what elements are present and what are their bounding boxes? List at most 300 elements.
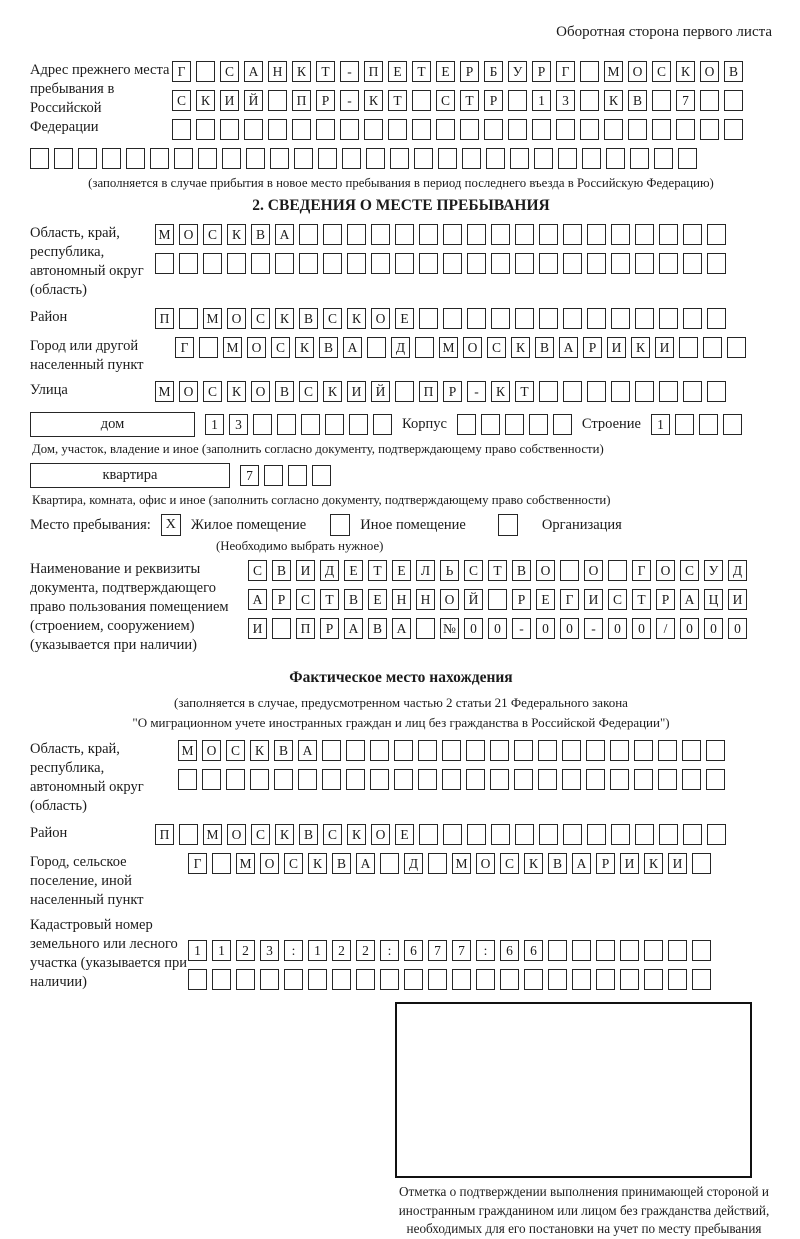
char-cell (323, 253, 342, 274)
char-cell (253, 414, 272, 435)
char-cell: А (392, 618, 411, 639)
char-cell: Б (484, 61, 503, 82)
char-cell: С (680, 560, 699, 581)
char-cell: И (347, 381, 366, 402)
char-cell (562, 740, 581, 761)
char-cell (700, 90, 719, 111)
char-cell (277, 414, 296, 435)
checkbox-organizatsiya[interactable] (498, 514, 518, 536)
char-cell (155, 253, 174, 274)
kadastr-row-2[interactable] (188, 969, 711, 990)
char-cell (467, 308, 486, 329)
char-cell (508, 119, 527, 140)
char-cell: С (271, 337, 290, 358)
fact-oblast-row-1[interactable] (178, 740, 725, 761)
doc-rows (248, 560, 747, 639)
char-cell: - (340, 90, 359, 111)
char-cell (586, 769, 605, 790)
char-cell: 1 (212, 940, 231, 961)
char-cell: 7 (240, 465, 259, 486)
char-cell: Й (464, 589, 483, 610)
mesto-block (30, 514, 772, 536)
char-cell (723, 414, 742, 435)
char-cell (515, 824, 534, 845)
char-cell: О (440, 589, 459, 610)
char-cell: М (223, 337, 242, 358)
char-cell: Н (268, 61, 287, 82)
char-cell: О (536, 560, 555, 581)
char-cell: О (227, 308, 246, 329)
prev-address-row-2[interactable] (172, 90, 743, 111)
char-cell (380, 969, 399, 990)
char-cell: П (155, 824, 174, 845)
char-cell (419, 253, 438, 274)
fact-rayon-row[interactable] (155, 824, 726, 845)
char-cell (654, 148, 673, 169)
char-cell: - (340, 61, 359, 82)
char-cell: А (344, 618, 363, 639)
confirmation-mark-box (395, 1002, 752, 1178)
char-cell: Р (512, 589, 531, 610)
char-cell: Н (416, 589, 435, 610)
char-cell (179, 308, 198, 329)
char-cell: С (500, 853, 519, 874)
char-cell: К (292, 61, 311, 82)
rayon-label: Район (30, 309, 68, 325)
char-cell: О (251, 381, 270, 402)
char-cell: К (604, 90, 623, 111)
char-cell (196, 119, 215, 140)
char-cell (659, 224, 678, 245)
fact-gorod-row[interactable] (188, 853, 711, 874)
char-cell (150, 148, 169, 169)
char-cell: С (464, 560, 483, 581)
char-cell: Т (316, 61, 335, 82)
char-cell: Е (392, 560, 411, 581)
char-cell: С (248, 560, 267, 581)
char-cell (692, 853, 711, 874)
char-cell: А (572, 853, 591, 874)
ulitsa-row[interactable] (155, 381, 726, 402)
char-cell (364, 119, 383, 140)
char-cell: В (299, 308, 318, 329)
char-cell: Г (556, 61, 575, 82)
char-cell (706, 740, 725, 761)
char-cell (488, 589, 507, 610)
char-cell (610, 740, 629, 761)
char-cell (596, 940, 615, 961)
char-cell: 0 (680, 618, 699, 639)
char-cell (412, 119, 431, 140)
char-cell: Г (188, 853, 207, 874)
char-cell (299, 253, 318, 274)
char-cell (294, 148, 313, 169)
char-cell: В (628, 90, 647, 111)
ulitsa-label: Улица (30, 382, 68, 398)
char-cell: О (476, 853, 495, 874)
char-cell: П (155, 308, 174, 329)
char-cell (481, 414, 500, 435)
char-cell (467, 824, 486, 845)
char-cell (416, 618, 435, 639)
char-cell: С (203, 224, 222, 245)
char-cell: 2 (356, 940, 375, 961)
char-cell: : (284, 940, 303, 961)
char-cell: - (512, 618, 531, 639)
char-cell (394, 740, 413, 761)
char-cell (634, 740, 653, 761)
char-cell (658, 769, 677, 790)
char-cell (587, 381, 606, 402)
char-cell: С (203, 381, 222, 402)
char-cell: О (247, 337, 266, 358)
char-cell: Р (316, 90, 335, 111)
char-cell: А (275, 224, 294, 245)
char-cell: Г (172, 61, 191, 82)
char-cell: В (724, 61, 743, 82)
char-cell (298, 769, 317, 790)
char-cell: О (260, 853, 279, 874)
char-cell: Т (320, 589, 339, 610)
char-cell: И (296, 560, 315, 581)
char-cell (316, 119, 335, 140)
char-cell: 0 (536, 618, 555, 639)
doc-row-2[interactable] (248, 589, 747, 610)
char-cell (683, 308, 702, 329)
char-cell (54, 148, 73, 169)
char-cell (436, 119, 455, 140)
char-cell (443, 308, 462, 329)
kvartira-type-box[interactable]: квартира (30, 463, 230, 488)
char-cell (548, 969, 567, 990)
char-cell (678, 148, 697, 169)
checkbox-zhiloe[interactable]: X (161, 514, 181, 536)
char-cell (692, 940, 711, 961)
char-cell (562, 769, 581, 790)
prev-address-row-4[interactable] (30, 148, 772, 169)
mesto-hint: (Необходимо выбрать нужное) (216, 539, 384, 553)
char-cell (675, 414, 694, 435)
char-cell (415, 337, 434, 358)
char-cell (582, 148, 601, 169)
char-cell: Д (728, 560, 747, 581)
char-cell (270, 148, 289, 169)
char-cell: Ь (440, 560, 459, 581)
char-cell (548, 940, 567, 961)
char-cell (491, 308, 510, 329)
gorod-block (30, 337, 772, 375)
char-cell: Д (320, 560, 339, 581)
char-cell: В (548, 853, 567, 874)
doc-row-3[interactable] (248, 618, 747, 639)
char-cell (682, 769, 701, 790)
char-cell: А (248, 589, 267, 610)
fact-oblast-row-2[interactable] (178, 769, 725, 790)
char-cell: И (220, 90, 239, 111)
char-cell (390, 148, 409, 169)
char-cell (587, 253, 606, 274)
char-cell: Т (368, 560, 387, 581)
char-cell: Е (388, 61, 407, 82)
kvartira-caption: Квартира, комната, офис и иное (заполнить согласно документу, подтверждающему право собственности) (32, 493, 611, 507)
char-cell (322, 740, 341, 761)
char-cell (412, 90, 431, 111)
char-cell (596, 969, 615, 990)
char-cell (707, 224, 726, 245)
char-cell: 2 (236, 940, 255, 961)
char-cell (707, 381, 726, 402)
char-cell: Е (344, 560, 363, 581)
char-cell: О (700, 61, 719, 82)
char-cell: М (452, 853, 471, 874)
char-cell: Т (412, 61, 431, 82)
char-cell: Т (515, 381, 534, 402)
korpus-row[interactable] (457, 414, 572, 435)
char-cell: В (272, 560, 291, 581)
char-cell (222, 148, 241, 169)
char-cell: С (251, 824, 270, 845)
char-cell: : (380, 940, 399, 961)
mesto-label: Место пребывания: (30, 516, 151, 533)
doc-row-1[interactable] (248, 560, 747, 581)
char-cell: В (368, 618, 387, 639)
char-cell: / (656, 618, 675, 639)
char-cell (572, 940, 591, 961)
prev-address-row-1[interactable] (172, 61, 743, 82)
char-cell: Р (320, 618, 339, 639)
char-cell: 7 (428, 940, 447, 961)
char-cell (126, 148, 145, 169)
char-cell (539, 824, 558, 845)
char-cell: В (535, 337, 554, 358)
char-cell: О (371, 308, 390, 329)
stroenie-row[interactable] (651, 414, 742, 435)
char-cell (308, 969, 327, 990)
char-cell: С (487, 337, 506, 358)
char-cell (587, 824, 606, 845)
char-cell (491, 253, 510, 274)
char-cell (443, 824, 462, 845)
char-cell (332, 969, 351, 990)
dom-type-box[interactable]: дом (30, 412, 195, 437)
char-cell: В (275, 381, 294, 402)
char-cell (347, 224, 366, 245)
char-cell (366, 148, 385, 169)
char-cell (539, 253, 558, 274)
char-cell (679, 337, 698, 358)
char-cell: - (584, 618, 603, 639)
char-cell: Р (460, 61, 479, 82)
char-cell: С (323, 308, 342, 329)
char-cell (539, 381, 558, 402)
oblast-rows (155, 224, 726, 274)
char-cell (236, 969, 255, 990)
char-cell (707, 308, 726, 329)
char-cell: Д (404, 853, 423, 874)
char-cell (515, 308, 534, 329)
char-cell: К (631, 337, 650, 358)
char-cell: К (511, 337, 530, 358)
char-cell (580, 119, 599, 140)
char-cell: О (656, 560, 675, 581)
fact-oblast-block (30, 740, 772, 816)
char-cell (659, 824, 678, 845)
checkbox-inoe[interactable] (330, 514, 350, 536)
char-cell (580, 61, 599, 82)
char-cell (635, 381, 654, 402)
char-cell: С (284, 853, 303, 874)
oblast-row-2[interactable] (155, 253, 726, 274)
char-cell (275, 253, 294, 274)
char-cell (203, 253, 222, 274)
char-cell: 1 (532, 90, 551, 111)
char-cell (356, 969, 375, 990)
char-cell: И (668, 853, 687, 874)
oblast-row-1[interactable] (155, 224, 726, 245)
char-cell: Г (632, 560, 651, 581)
char-cell (490, 769, 509, 790)
char-cell (484, 119, 503, 140)
char-cell (652, 90, 671, 111)
char-cell (683, 253, 702, 274)
char-cell: В (319, 337, 338, 358)
char-cell (514, 740, 533, 761)
char-cell (635, 253, 654, 274)
prev-address-row-3[interactable] (172, 119, 743, 140)
char-cell (635, 824, 654, 845)
char-cell (284, 969, 303, 990)
prev-address-footnote: (заполняется в случае прибытия в новое место пребывания в период последнего въезда в Российскую Федерацию) (88, 176, 714, 190)
char-cell: Т (488, 560, 507, 581)
char-cell: К (275, 308, 294, 329)
kadastr-row-1[interactable] (188, 940, 711, 961)
char-cell (419, 224, 438, 245)
char-cell: Г (175, 337, 194, 358)
char-cell: 1 (188, 940, 207, 961)
char-cell: М (604, 61, 623, 82)
char-cell (500, 969, 519, 990)
char-cell: С (436, 90, 455, 111)
kadastr-block (30, 916, 772, 992)
char-cell: К (364, 90, 383, 111)
char-cell (373, 414, 392, 435)
char-cell: О (202, 740, 221, 761)
char-cell (198, 148, 217, 169)
doc-block (30, 560, 772, 655)
char-cell: Е (536, 589, 555, 610)
char-cell: М (203, 824, 222, 845)
fact-title: Фактическое место нахождения (289, 669, 513, 686)
char-cell (347, 253, 366, 274)
char-cell (706, 769, 725, 790)
char-cell: А (680, 589, 699, 610)
char-cell: О (371, 824, 390, 845)
char-cell: 0 (632, 618, 651, 639)
char-cell: К (347, 824, 366, 845)
char-cell: Р (484, 90, 503, 111)
char-cell (462, 148, 481, 169)
char-cell: В (274, 740, 293, 761)
prev-address-rows (172, 61, 743, 140)
char-cell (370, 740, 389, 761)
char-cell (635, 224, 654, 245)
char-cell: 1 (308, 940, 327, 961)
char-cell: А (559, 337, 578, 358)
rayon-row[interactable] (155, 308, 726, 329)
char-cell (634, 769, 653, 790)
rayon-block (30, 308, 772, 329)
char-cell (659, 381, 678, 402)
char-cell (620, 969, 639, 990)
char-cell: Р (583, 337, 602, 358)
char-cell (212, 969, 231, 990)
char-cell (628, 119, 647, 140)
char-cell: А (343, 337, 362, 358)
kvartira-row[interactable] (240, 465, 331, 486)
dom-number-row[interactable] (205, 414, 392, 435)
char-cell: К (323, 381, 342, 402)
char-cell (539, 308, 558, 329)
char-cell: Е (395, 308, 414, 329)
char-cell: О (179, 224, 198, 245)
char-cell: О (584, 560, 603, 581)
char-cell: М (155, 224, 174, 245)
char-cell (683, 824, 702, 845)
char-cell (467, 253, 486, 274)
fact-oblast-label: Область, край, республика, автономный округ (область) (30, 741, 144, 814)
char-cell (682, 740, 701, 761)
char-cell (395, 224, 414, 245)
char-cell (476, 969, 495, 990)
char-cell: 2 (332, 940, 351, 961)
char-cell (539, 224, 558, 245)
char-cell (322, 769, 341, 790)
char-cell (630, 148, 649, 169)
char-cell (538, 769, 557, 790)
char-cell: 6 (524, 940, 543, 961)
char-cell (367, 337, 386, 358)
char-cell: 3 (229, 414, 248, 435)
char-cell (558, 148, 577, 169)
char-cell (563, 253, 582, 274)
char-cell (246, 148, 265, 169)
char-cell: С (251, 308, 270, 329)
char-cell: М (203, 308, 222, 329)
char-cell (538, 740, 557, 761)
char-cell: П (292, 90, 311, 111)
char-cell (251, 253, 270, 274)
option-organizatsiya-label: Организация (541, 516, 622, 533)
kadastr-rows (188, 940, 711, 990)
char-cell: 0 (704, 618, 723, 639)
char-cell: К (347, 308, 366, 329)
char-cell (676, 119, 695, 140)
char-cell (196, 61, 215, 82)
char-cell (556, 119, 575, 140)
char-cell (457, 414, 476, 435)
char-cell (380, 853, 399, 874)
gorod-row[interactable] (175, 337, 746, 358)
prev-address-block (30, 61, 772, 140)
char-cell (553, 414, 572, 435)
char-cell (394, 769, 413, 790)
char-cell: К (227, 224, 246, 245)
char-cell (524, 969, 543, 990)
char-cell (370, 769, 389, 790)
char-cell (508, 90, 527, 111)
char-cell: С (323, 824, 342, 845)
char-cell (668, 969, 687, 990)
